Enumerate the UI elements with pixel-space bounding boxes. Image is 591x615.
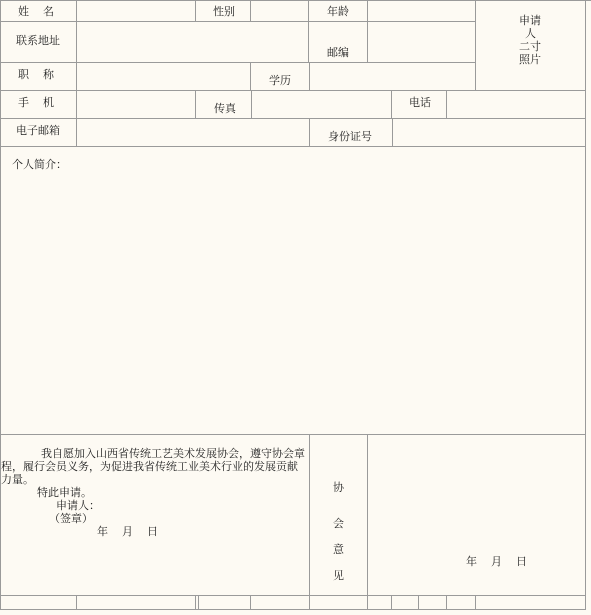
grid-line	[309, 62, 310, 90]
grid-line	[76, 21, 77, 62]
grid-line	[0, 0, 1, 610]
bio-label: 个人简介：	[12, 158, 67, 171]
grid-line	[250, 62, 251, 90]
grid-line	[0, 62, 475, 63]
grid-line	[76, 62, 77, 90]
grid-line	[0, 118, 586, 119]
signature-label: （签章）	[49, 512, 93, 525]
address-field[interactable]	[79, 24, 305, 59]
opinion-char-2: 会	[333, 517, 344, 530]
postcode-field[interactable]	[370, 24, 472, 59]
grid-line	[76, 0, 77, 21]
opinion-date: 年 月 日	[466, 555, 527, 568]
title-field[interactable]	[79, 65, 247, 88]
gender-field[interactable]	[253, 2, 305, 19]
email-label: 电子邮箱	[16, 124, 60, 137]
grid-line	[76, 90, 77, 118]
fax-field[interactable]	[254, 93, 388, 116]
grid-line	[195, 0, 196, 21]
grid-line	[76, 118, 77, 146]
age-label: 年龄	[327, 5, 349, 18]
grid-line	[309, 434, 310, 609]
photo-label-line3: 二寸	[519, 40, 541, 53]
id-number-field[interactable]	[395, 121, 582, 144]
applicant-label: 申请人：	[56, 499, 100, 512]
grid-line	[195, 90, 196, 118]
title-label: 职 称	[18, 68, 54, 81]
grid-line	[0, 609, 586, 610]
education-field[interactable]	[312, 65, 472, 88]
grid-line	[0, 595, 586, 596]
education-label: 学历	[269, 74, 291, 87]
photo-slot[interactable]	[477, 2, 583, 88]
grid-line	[0, 146, 586, 147]
gender-label: 性别	[213, 5, 235, 18]
email-field[interactable]	[79, 121, 306, 144]
grid-line	[198, 595, 199, 609]
opinion-char-1: 协	[333, 481, 344, 494]
grid-line	[475, 595, 476, 609]
address-label: 联系地址	[16, 34, 60, 47]
grid-line	[195, 595, 196, 609]
photo-label-line4: 照片	[519, 53, 541, 66]
grid-line	[391, 595, 392, 609]
grid-line	[308, 21, 309, 62]
name-field[interactable]	[79, 2, 192, 19]
id-number-label: 身份证号	[328, 130, 372, 143]
photo-label-line1: 申请	[519, 14, 541, 27]
special-apply-text: 特此申请。	[37, 486, 92, 499]
grid-line	[418, 595, 419, 609]
phone-field[interactable]	[449, 93, 582, 116]
fax-label: 传真	[214, 102, 236, 115]
mobile-label: 手 机	[18, 96, 54, 109]
grid-line	[446, 90, 447, 118]
mobile-field[interactable]	[79, 93, 192, 116]
grid-line	[250, 595, 251, 609]
name-label: 姓 名	[18, 5, 54, 18]
grid-line	[446, 595, 447, 609]
grid-line	[367, 21, 368, 62]
grid-line	[392, 118, 393, 146]
grid-line	[251, 90, 252, 118]
opinion-char-4: 见	[333, 569, 344, 582]
grid-line	[0, 0, 591, 1]
grid-line	[475, 0, 476, 90]
grid-line	[0, 434, 586, 435]
bio-field[interactable]	[4, 175, 582, 430]
association-opinion-field[interactable]	[370, 437, 582, 547]
phone-label: 电话	[409, 96, 431, 109]
applicant-date: 年 月 日	[97, 525, 158, 538]
photo-label-line2: 人	[525, 27, 536, 40]
postcode-label: 邮编	[327, 46, 349, 59]
grid-line	[0, 90, 586, 91]
declaration-paragraph: 我自愿加入山西省传统工艺美术发展协会，遵守协会章程，履行会员义务，为促进我省传统工业美术行业的发展贡献力量。	[1, 447, 305, 486]
grid-line	[367, 434, 368, 609]
grid-line	[0, 21, 475, 22]
grid-line	[391, 90, 392, 118]
grid-line	[585, 0, 586, 610]
grid-line	[76, 595, 77, 609]
grid-line	[308, 0, 309, 21]
grid-line	[250, 0, 251, 21]
grid-line	[367, 0, 368, 21]
grid-line	[309, 118, 310, 146]
age-field[interactable]	[370, 2, 472, 19]
opinion-char-3: 意	[333, 543, 344, 556]
